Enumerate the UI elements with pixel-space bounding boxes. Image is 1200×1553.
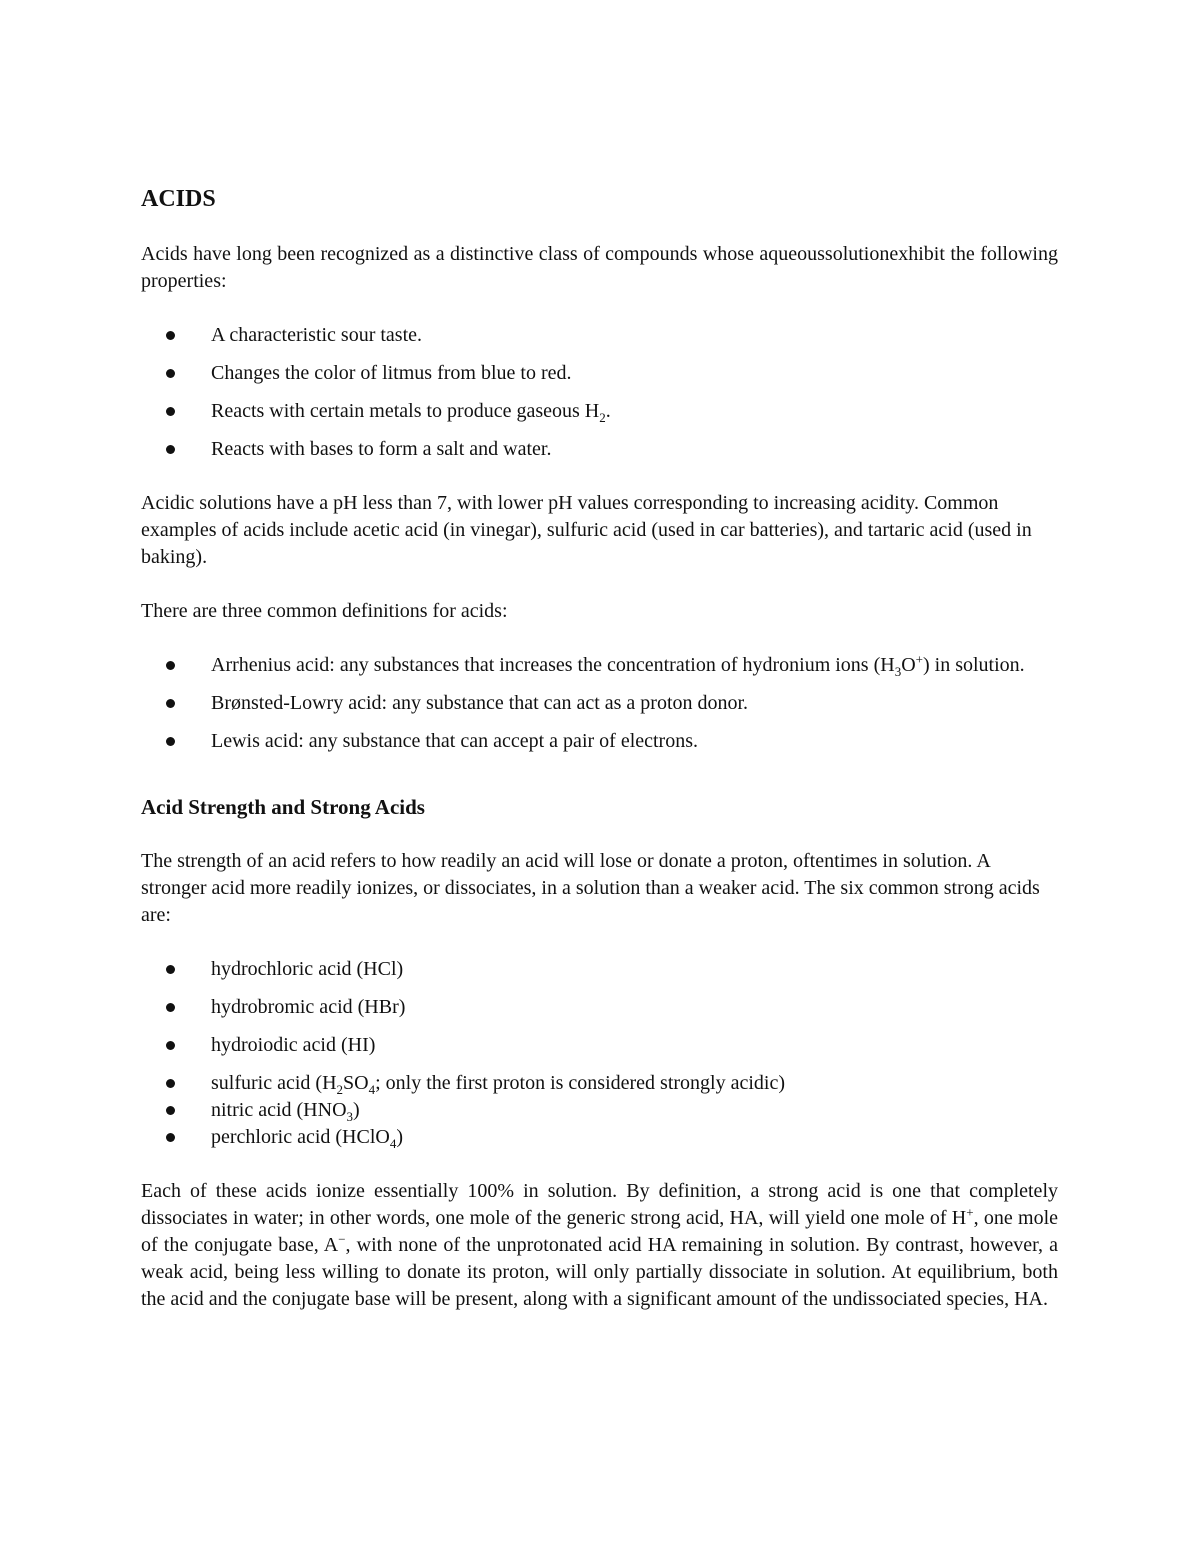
list-item-text-end: ) [396, 1126, 403, 1148]
bullet-icon [166, 1041, 175, 1050]
section-heading: Acid Strength and Strong Acids [141, 795, 425, 819]
arrhenius-text-end: ) in solution. [923, 654, 1025, 676]
list-item [141, 1124, 1058, 1151]
list-item-text: A characteristic sour taste. [211, 324, 423, 346]
properties-list [141, 322, 1058, 463]
document-body [141, 184, 1058, 1340]
arrhenius-text-o: O [901, 654, 916, 676]
ph-paragraph: Acidic solutions have a pH less than 7, with lower pH values corresponding to increasing acidity. Common examples of acids include acetic acid (in vinegar), sulfuric acid (used in car batteries), and tartaric acid (used in baking). [141, 492, 1032, 568]
subscript: 4 [389, 1136, 397, 1151]
list-item-text: nitric acid (HNO [211, 1099, 347, 1121]
intro-paragraph: Acids have long been recognized as a distinctive class of compounds whose aqueoussolutionexhibit the following properties: [141, 243, 1058, 292]
superscript: + [966, 1204, 974, 1220]
definitions-intro: There are three common definitions for acids: [141, 600, 508, 622]
final-text-b: , one mole of the conjugate base, A [141, 1207, 1058, 1256]
list-item [141, 436, 1058, 463]
bullet-icon [166, 661, 175, 670]
list-item [141, 322, 1058, 349]
superscript: − [338, 1231, 346, 1247]
bullet-icon [166, 1133, 175, 1142]
list-item [141, 994, 1058, 1021]
list-item-text: hydroiodic acid (HI) [211, 1034, 376, 1056]
strong-acids-list [141, 956, 1058, 1151]
list-item [141, 690, 1058, 717]
list-item [141, 1097, 1058, 1124]
strength-paragraph: The strength of an acid refers to how readily an acid will lose or donate a proton, oftentimes in solution. A stronger acid more readily ionizes, or dissociates, in a solution than a weaker acid. The six common strong acids are: [141, 850, 1040, 926]
bullet-icon [166, 1003, 175, 1012]
list-item [141, 1032, 1058, 1059]
subscript: 2 [599, 410, 606, 425]
subscript: 3 [346, 1109, 354, 1124]
list-item-text: Reacts with bases to form a salt and water. [211, 438, 552, 460]
bullet-icon [166, 369, 175, 378]
subscript: 2 [336, 1082, 344, 1097]
superscript: + [915, 651, 923, 667]
page-title: ACIDS [141, 186, 216, 212]
list-item [141, 956, 1058, 983]
bullet-icon [166, 445, 175, 454]
definitions-list [141, 652, 1058, 755]
list-item-text-mid: SO [343, 1072, 369, 1094]
list-item-text-end: ; only the first proton is considered strongly acidic) [375, 1072, 786, 1094]
list-item [141, 1070, 1058, 1097]
list-item-text-tail: . [605, 400, 611, 422]
list-item-text: sulfuric acid (H [211, 1072, 337, 1094]
arrhenius-definition [201, 652, 1058, 679]
list-item-text: hydrochloric acid (HCl) [211, 958, 404, 980]
final-text-a: Each of these acids ionize essentially 100% in solution. By definition, a strong acid is one that completely dissociates in water; in other words, one mole of the generic strong acid, HA, will yield one mole of H [141, 1180, 1058, 1229]
final-paragraph [141, 1178, 1058, 1313]
list-item [141, 360, 1058, 387]
bullet-icon [166, 331, 175, 340]
bronsted-definition: Brønsted-Lowry acid: any substance that can act as a proton donor. [211, 692, 749, 714]
list-item-text: Reacts with certain metals to produce gaseous H [211, 400, 600, 422]
lewis-definition: Lewis acid: any substance that can accept a pair of electrons. [211, 730, 699, 752]
list-item-text-end: ) [353, 1099, 360, 1121]
bullet-icon [166, 965, 175, 974]
bullet-icon [166, 407, 175, 416]
list-item-text: perchloric acid (HClO [211, 1126, 390, 1148]
subscript: 3 [894, 664, 902, 679]
list-item [141, 728, 1058, 755]
bullet-icon [166, 1079, 175, 1088]
arrhenius-text: Arrhenius acid: any substances that increases the concentration of hydronium ions (H [211, 654, 895, 676]
list-item-text: hydrobromic acid (HBr) [211, 996, 406, 1018]
subscript: 4 [368, 1082, 376, 1097]
list-item-text: Changes the color of litmus from blue to red. [211, 362, 572, 384]
final-text-c: , with none of the unprotonated acid HA remaining in solution. By contrast, however, a weak acid, being less willing to donate its proton, will only partially dissociate in solution. At equilibrium, both the acid and the conjugate base will be present, along with a significant amount of the undissociated species, HA. [141, 1234, 1058, 1310]
bullet-icon [166, 1106, 175, 1115]
list-item [141, 398, 1058, 425]
list-item [141, 652, 1058, 679]
bullet-icon [166, 737, 175, 746]
bullet-icon [166, 699, 175, 708]
